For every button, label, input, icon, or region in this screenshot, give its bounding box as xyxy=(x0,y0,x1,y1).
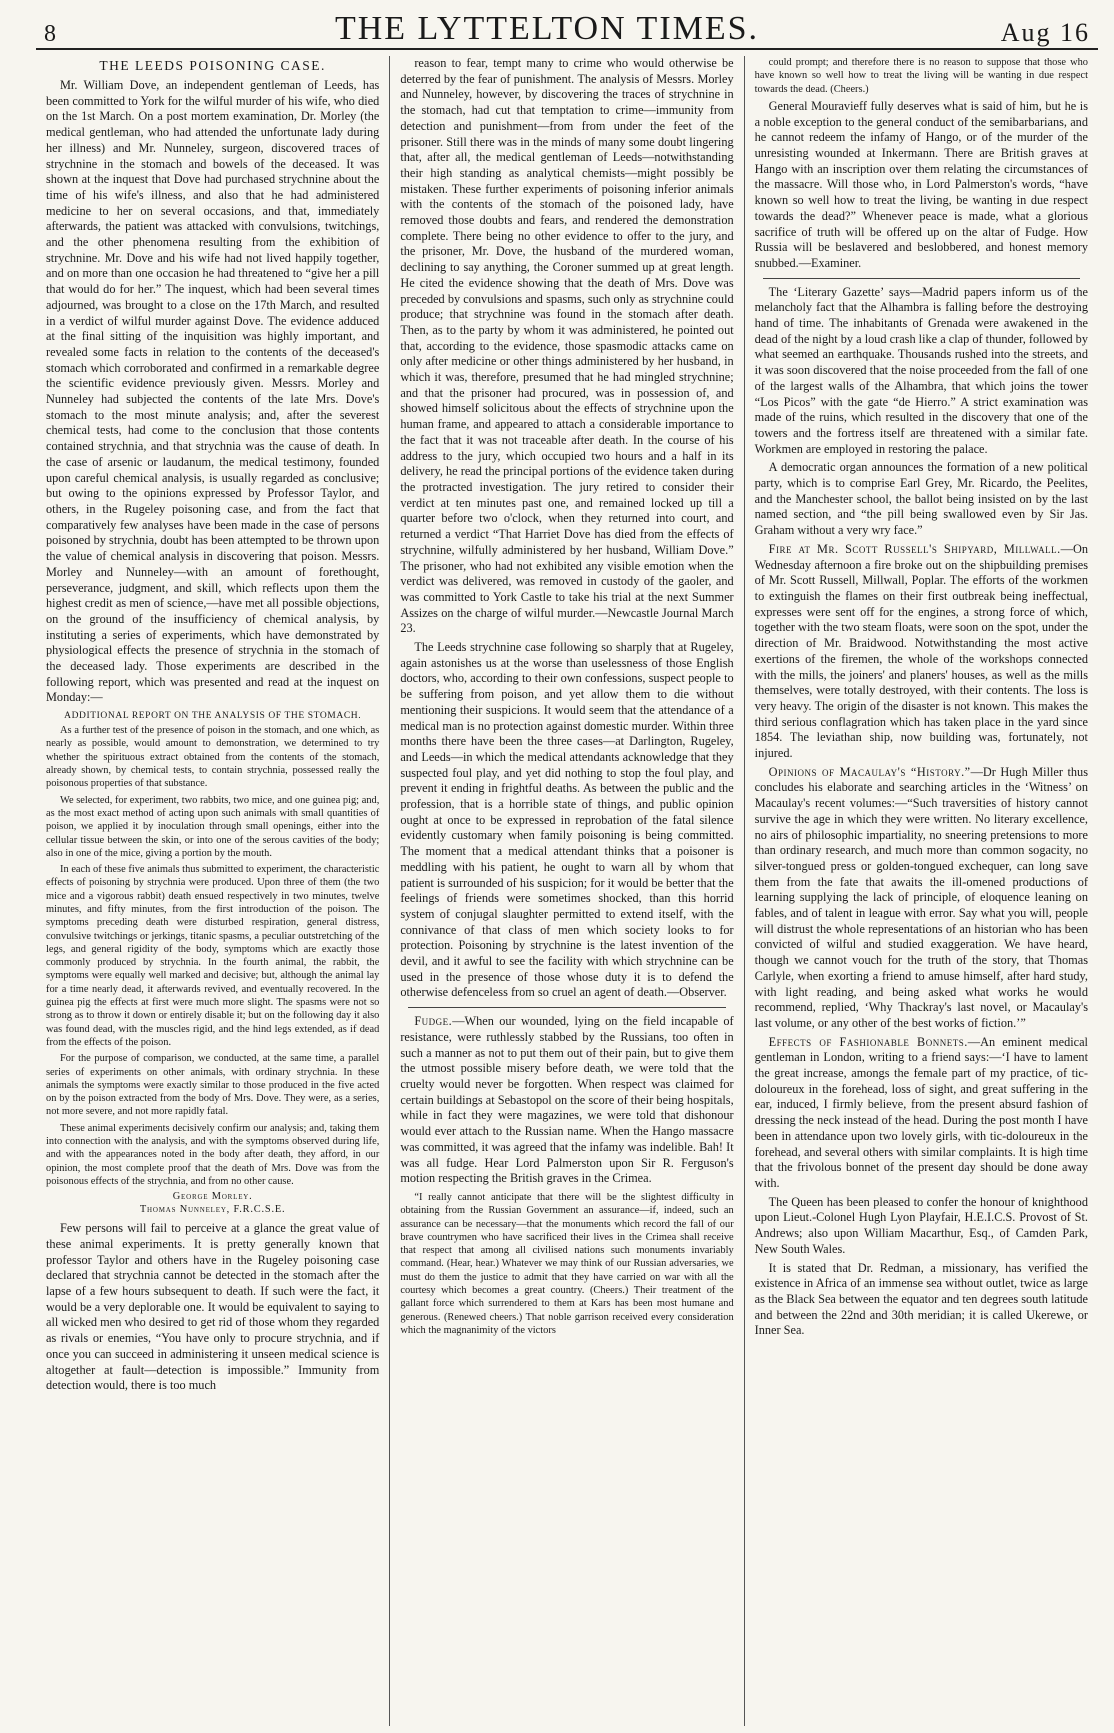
signature: George Morley. xyxy=(172,1191,253,1203)
paragraph: reason to fear, tempt many to crime who would otherwise be deterred by the fear of punishment. The analysis of Messrs. Morley and Nunneley, however, by discovering the traces of strychnine in the stomach, had cut that temptation to crime—immunity from detection and punishment—from from under the feet of the prisoner. Still there was in the minds of many some doubt lingering that, after all, the medical gentleman of Leeds—notwithstanding their high standing as analytical chemists—might possibly be mistaken. These further experiments of poisoning inferior animals with the contents of the stomach of the poisoned lady, have removed those doubts and fears, and rendered the demonstration complete. There being no other evidence to offer to the jury, and the prisoner, Mr. Dove, the husband of the murdered woman, declining to say anything, the Coroner summed up at great length. He cited the evidence showing that the death of Mrs. Dove was preceded by convulsions and spasms, such only as strychnine could produce; that strychnine was found in the stomach after death. Then, as to the party by whom it was administered, he pointed out that, according to the evidence, those spasmodic attacks came on only after medicine or other things administered by her husband, in which it was, therefore, presumed that he had mingled strychnine; and that the prisoner had procured, was in possession of, and showed himself solicitous about the effects of strychnine upon the human frame, and appeared to attach a considerable importance to the fact that it was not traceable after death. In the course of his address to the jury, which occupied two hours and a half in its delivery, he read the principal portions of the evidence taken during the protracted investigation. The jury retired to consider their verdict at ten minutes past one, and remained locked up till a quarter before two o'clock, when they returned into court, and returned a verdict “That Harriet Dove has died from the effects of strychnine, wilfully administered by her husband, William Dove.” The prisoner, who had not exhibited any visible emotion when the verdict was delivered, was removed in custody of the gaoler, and was committed to York Castle to take his trial at the next Summer Assizes on the charge of wilful murder.—Newcastle Journal March 23. xyxy=(400,56,734,636)
run-in-heading: Opinions of Macaulay's “History.” xyxy=(768,764,971,779)
paragraph-text: —When our wounded, lying on the field incapable of resistance, were ruthlessly stabbed by the Russians, too often in such a manner as not to put them out of their pain, but to give them the utmost possible misery before death, we were told that the cruelty would never be forgotten. When respect was claimed for certain buildings at Sebastopol on the score of their being hospitals, while in fact they were magazines, we were told that dishonour would ever attach to the Russian name. When the Hango massacre was committed, it was agreed that the infamy was indelible. Bah! It was all fudge. Hear Lord Palmerston upon Sir R. Ferguson's motion respecting the British graves in the Crimea. xyxy=(400,1014,734,1186)
paragraph: The Leeds strychnine case following so sharply that at Rugeley, again astonishes us at the worse than uselessness of those English doctors, who, according to their own confessions, suspect people to be suffering from poison, and yet allow them to die without mentioning their suspicions. It would seem that the attendance of a medical man is no protection against domestic murder. Within three months there have been the three cases—at Darlington, Rugeley, and Leeds—in which the medical attendants acknowledge that they suspected foul play, and yet did nothing to stop the foul play, and prevent it ending in frightful deaths. As between the public and the profession, that is a horrible state of things, and public opinion ought at once to be expressed in reprobation of the fatal silence evidently customary when family poisoning is being committed. The moment that a medical attendant thinks that a poisoner is meddling with his patient, he ought to warn all by whom that patient is surrounded of his suspicion; for it would be better that the feelings of friends were sometimes shocked, than this horrid system of conjugal slaughter permitted to extend itself, with the connivance of that class of men which society looks to for protection. Poisoning by strychnine is the latest invention of the devil, and it awful to see the facility with which strychnine can be used in the presence of those whose duty it is to defend the otherwise defenceless from so cruel an agent of death.—Observer. xyxy=(400,640,734,1000)
report-paragraph: In each of these five animals thus submitted to experiment, the characteristic effects of poisoning by strychnia were produced. Upon three of them (the two mice and a vigorous rabbit) death ensued respectively in two minutes, twelve minutes, and fifty minutes, from the first introduction of the poison. The symptoms preceding death were disturbed respiration, general distress, convulsive twitchings or jerkings, titanic spasms, a peculiar outstretching of the legs, and general rigidity of the body, symptoms which are exactly those commonly produced by strychnia. In the fourth animal, the rabbit, the symptoms were equally well marked and decisive; but, although the animal lay for a time nearly dead, it afterwards revived, and eventually recovered. In the guinea pig the effects at first were much more slight. The spasms were not so strong as to throw it down or entirely disable it; but on the following day it also was found dead, with the muscles rigid, and the hind legs extended, as if dead from the effects of the poison. xyxy=(46,864,380,1048)
divider xyxy=(408,1007,725,1008)
masthead xyxy=(36,0,1098,50)
divider xyxy=(763,278,1080,279)
paragraph: Few persons will fail to perceive at a glance the great value of these animal experiments. It is pretty generally known that professor Taylor and others have in the Rugeley poisoning case declared that strychnia cannot be detected in the stomach after the lapse of a few hours subsequent to death. If such were the fact, it would be a very deplorable one. It would be equivalent to saying to all wicked men who desired to get rid of those whom they regarded as rivals or enemies, “You have only to procure strychnia, and if once you can succeed in administering it unseen medical science is altogether at fault—detection is impossible.” Immunity from detection would, there is too much xyxy=(46,1221,380,1393)
paragraph: General Mouravieff fully deserves what is said of him, but he is a noble exception to the general conduct of the semibarbarians, and he cannot redeem the infamy of Hango, or of the murder of the unresisting wounded at Inkermann. There are British graves at Hango with an inscription over them relating the circumstances of the massacre. Will those who, in Lord Palmerston's words, “have known so well how to treat the living, be wanting in due respect towards the dead?” Whenever peace is made, what a glorious sacrifice of truth will be offered up on the altar of Fudge. How Russia will be beslavered and beslobbered, and honest memory snubbed.—Examiner. xyxy=(754,98,1088,270)
columns xyxy=(36,56,1098,1726)
report-paragraph: For the purpose of comparison, we conducted, at the same time, a parallel series of experiments on other animals, with ordinary strychnia. In these animals the symptoms were exactly similar to those produced in the five acted on by the poison extracted from the body of Mrs. Dove. They were, as a series, not more severe, and not more rapidly fatal. xyxy=(46,1053,380,1118)
column-2 xyxy=(389,56,743,1726)
report-paragraph: As a further test of the presence of poison in the stomach, and one which, as nearly as possible, would amount to demonstration, we determined to try whether the spirituous extract obtained from the contents of the stomach, already shown, by chemical tests, to contain strychnia, possessed really the poisonous properties of that substance. xyxy=(46,725,380,790)
paragraph: The ‘Literary Gazette’ says—Madrid papers inform us of the melancholy fact that the Alhambra is falling before the destroying hand of time. The inhabitants of Grenada were awakened in the dead of the night by a loud crash like a clap of thunder, followed by what seemed an earthquake. Thousands rushed into the streets, and it was soon discovered that the noise proceeded from the fall of one of the largest walls of the Alhambra, that which joins the tower “Los Picos” with the gate “de Hierro.” A strict examination was made of the ruins, which resulted in the discovery that one of the towers and the fortress itself are threatened with a similar fate. Workmen are employed in restoring the palace. xyxy=(754,284,1088,456)
report-paragraph: These animal experiments decisively confirm our analysis; and, taking them into connection with the analysis, and with the symptoms observed during life, and with the appearances noted in the body after death, they afford, in our opinion, the most complete proof that the death of Mrs. Dove was from the poisonous effects of the strychnia, and from no other cause. xyxy=(46,1122,380,1187)
report-paragraph: We selected, for experiment, two rabbits, two mice, and one guinea pig; and, as the most exact method of acting upon such animals with small quantities of poison, we applied it by inoculation through small openings, either into the cellular tissue between the skin, or into one of the serous cavities of the body; also in one of the mice, giving a portion by the mouth. xyxy=(46,794,380,859)
run-in-heading: Effects of Fashionable Bonnets. xyxy=(768,1034,968,1049)
column-1 xyxy=(36,56,389,1726)
issue-date: Aug 16 xyxy=(1000,18,1090,47)
quotation: “I really cannot anticipate that there will be the slightest difficulty in obtaining from the Russian Government an assurance—if, indeed, such an assurance can be necessary—that the monuments which record the fall of our brave countrymen who have sacrificed their lives in the Crimea shall receive that respect that among all civilised nations such monuments invariably command. (Hear, hear.) Whatever we may think of our Russian adversaries, we must do them the justice to admit that they have carried on war with all the courtesy which becomes a great country. (Cheers.) Their treatment of the gallant force which surrendered to them at Kars has been most humane and generous. (Renewed cheers.) That noble garrison received every consideration which the magnanimity of the victors xyxy=(400,1191,734,1336)
article-headline: THE LEEDS POISONING CASE. xyxy=(99,58,326,73)
paragraph-text: —Dr Hugh Miller thus concludes his elaborate and searching articles in the ‘Witness’ on Macaulay's recent volumes:—“Such traversities of history cannot survive the age in which they were written. No literary excellence, no airs of philosophic impartiality, no sneering pretensions to more than ordinary research, and much more than common sogacity, no silver-tongued press or golden-tongued exchequer, can long save them from the fate that awaits the ill-omened productions of learning supplying the lack of principle, of eloquence leaning on fables, and of talent in league with error. Say what you will, people will distrust the whole representations of an historian who has been convicted of wilful and studied exaggeration. We have heard, though we cannot vouch for the truth of the story, that Thomas Carlyle, when exorting a friend to amuse himself, after hard study, with light reading, and being asked what works he would recommend, replied, ‘Why Thackray's last novel, or Macaulay's last volume, or any other of the best works of fiction.’” xyxy=(754,764,1088,1030)
run-in-heading: Fire at Mr. Scott Russell's Shipyard, Millwall. xyxy=(768,541,1061,556)
column-3 xyxy=(744,56,1098,1726)
paragraph xyxy=(400,1014,733,1187)
signature: Thomas Nunneley, F.R.C.S.E. xyxy=(139,1204,286,1216)
paragraph-text: —An eminent medical gentleman in London, writing to a friend says:—‘I have to lament the great increase, amongs the female part of my practice, of tic-doloureux in the forehead, loss of sight, and great suffering in the ear, induced, I firmly believe, from the present absurd fashion of dressing the neck instead of the head. During the post month I have been in attendance upon two lovely girls, with tic-doloureux in the forehead, and several others with similar complaints. It is high time that the frivolous bonnet of the present day should be done away with. xyxy=(754,1034,1088,1190)
report-heading: ADDITIONAL REPORT ON THE ANALYSIS OF THE STOMACH. xyxy=(64,711,362,722)
run-in-heading: Fudge. xyxy=(414,1014,453,1029)
quotation-continued: could prompt; and therefore there is no reason to suppose that those who have known so well how to treat the living will be wanting in due respect towards the dead. (Cheers.) xyxy=(754,57,1088,95)
paragraph xyxy=(755,542,1088,762)
paragraph: Mr. William Dove, an independent gentleman of Leeds, has been committed to York for the wilful murder of his wife, who died on the 1st March. On a post mortem examination, Dr. Morley (the medical gentleman, who had attended the unfortunate lady during her illness) and Mr. Nunneley, surgeon, discovered traces of strychnine in the stomach and bowels of the deceased. It was shown at the inquest that Dove had purchased strychnine about the time of his wife's illness, and also that he had administered medicine to her on several occasions, and that, immediately afterwards, the patient was attacked with convulsions, twitchings, and the other phenomena resulting from the exhibition of strychnine. Mr. Dove and his wife had not lived happily together, and on more than one occasion he had threatened to “give her a pill that would do for her.” The inquest, which had been several times adjourned, was brought to a close on the 17th March, and resulted in a verdict of wilful murder against Dove. The evidence adduced at the final sitting of the inquisition was highly important, and revealed some facts in relation to the contents of the deceased's stomach which corroborated and confirmed in a remarkable degree the scientific evidence previously given. Messrs. Morley and Nunneley had subjected the contents of the late Mrs. Dove's stomach to the most minute analysis; and, after the severest chemical tests, had come to the conclusion that those contents contained strychnia, and that strychnia was the cause of death. In the case of arsenic or laudanum, the medical testimony, founded upon careful chemical analysis, is usually regarded as conclusive; but owing to the opinions expressed by Professor Taylor, and others, in the Rugeley poisoning case, and from the fact that comparatively few analyses have been made in the case of persons poisoned by strychnia, doubt has been attempted to be thrown upon the value of chemical analysis in discovering that poison. Messrs. Morley and Nunneley—with an amount of forethought, perseverance, judgment, and skill, which reflects upon them the highest credit as men of science,—have met all possible objections, on the ground of the insufficiency of chemical analysis, by instituting a series of experiments, which have demonstrated by physiological effects the presence of strychnia in the stomach of the deceased lady. Those experiments are described in the following report, which was presented and read at the inquest on Monday:— xyxy=(46,78,380,705)
newspaper-title: THE LYTTELTON TIMES. xyxy=(334,10,760,47)
page-number: 8 xyxy=(44,21,56,47)
paragraph xyxy=(755,765,1088,1032)
paragraph: It is stated that Dr. Redman, a missionary, has verified the existence in Africa of an immense sea without outlet, twice as large as the Black Sea between the equator and ten degrees south latitude and between the 22nd and 30th meridian; it is called Ukerewe, or Inner Sea. xyxy=(754,1260,1088,1338)
paragraph xyxy=(755,1035,1088,1192)
paragraph: The Queen has been pleased to confer the honour of knighthood upon Lieut.-Colonel Hugh Lyon Playfair, H.E.I.C.S. Provost of St. Andrews; also upon William Macarthur, Esq., of Camden Park, New South Wales. xyxy=(754,1194,1088,1256)
paragraph: A democratic organ announces the formation of a new political party, which is to comprise Earl Grey, Mr. Ricardo, the Peelites, and the Manchester school, the ballot being insisted on by the last named section, and “the pill being swallowed even by Sir Jas. Graham without a very wry face.” xyxy=(754,460,1088,538)
paragraph-text: —On Wednesday afternoon a fire broke out on the shipbuilding premises of Mr. Scott Russell, Millwall, Poplar. The efforts of the workmen to extinguish the flames on their first outbreak being ineffectual, expresses were sent off for the engines, a strong force of which, together with the two steam floats, were soon on the spot, under the direction of Mr. Braidwood. Notwithstanding the most active exertions of the firemen, the whole of the workshops connected with the mills, the joiners' and planers' houses, as well as the mills themselves, were totally destroyed, with their contents. The loss is very heavy. The origin of the disaster is not known. This makes the third serious conflagration which has taken place in the yard since 1854. The leviathan ship, now building was, fortunately, not injured. xyxy=(754,541,1088,761)
